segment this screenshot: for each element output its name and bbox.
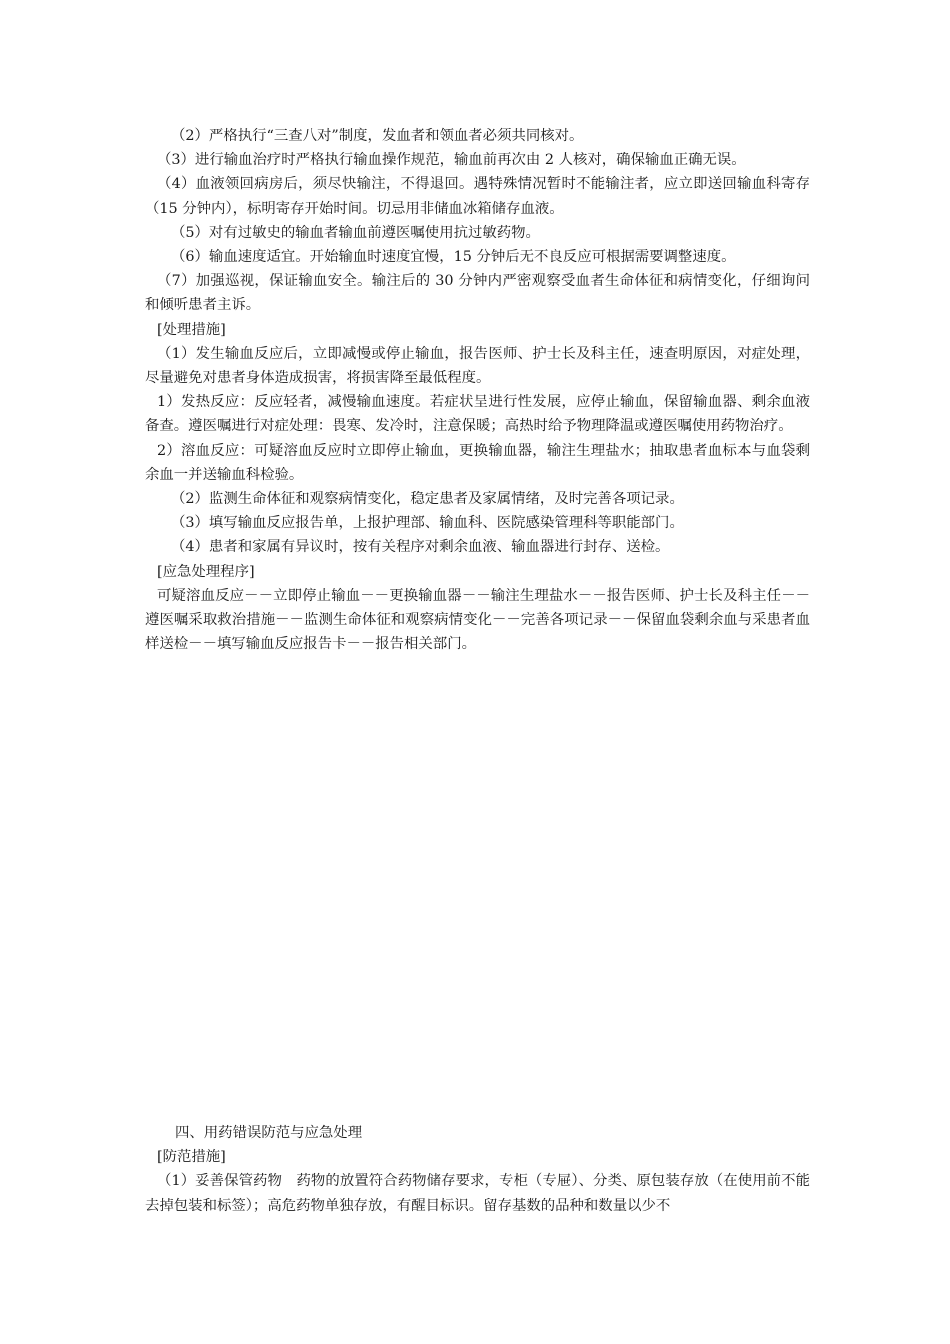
section-label-prevention: [防范措施] — [157, 1149, 226, 1166]
transfusion-section — [145, 124, 810, 656]
paragraph-fever-reaction: 1）发热反应：反应轻者，减慢输血速度。若症状呈进行性发展，应停止输血，保留输血器、剩余血液备查。遵医嘱进行对症处理：畏寒、发冷时，注意保暖；高热时给予物理降温或遵医嘱使用药物治疗。 — [145, 394, 810, 435]
paragraph-treatment-2: （2）监测生命体征和观察病情变化，稳定患者及家属情绪，及时完善各项记录。 — [171, 491, 684, 508]
paragraph-hemolytic-reaction: 2）溶血反应：可疑溶血反应时立即停止输血，更换输血器，输注生理盐水；抽取患者血标本与血袋剩余血一并送输血科检验。 — [145, 442, 810, 483]
paragraph-prevention-5: （5）对有过敏史的输血者输血前遵医嘱使用抗过敏药物。 — [171, 224, 540, 241]
section-label-emergency: [应急处理程序] — [157, 563, 255, 580]
paragraph-prevention-6: （6）输血速度适宜。开始输血时速度宜慢，15 分钟后无不良反应可根据需要调整速度。 — [171, 249, 736, 266]
paragraph-prevention-3: （3）进行输血治疗时严格执行输血操作规范，输血前再次由 2 人核对，确保输血正确无误。 — [157, 152, 746, 169]
paragraph-treatment-1: （1）发生输血反应后，立即减慢或停止输血，报告医师、护士长及科主任，速查明原因，对症处理，尽量避免对患者身体造成损害，将损害降至最低程度。 — [145, 345, 810, 387]
paragraph-prevention-2: （2）严格执行“三查八对”制度，发血者和领血者必须共同核对。 — [171, 128, 584, 144]
section-heading: 四、用药错误防范与应急处理 — [175, 1125, 363, 1141]
paragraph-treatment-4: （4）患者和家属有异议时，按有关程序对剩余血液、输血器进行封存、送检。 — [171, 539, 670, 556]
paragraph-prevention-7: （7）加强巡视，保证输血安全。输注后的 30 分钟内严密观察受血者生命体征和病情变化，仔细询问和倾听患者主诉。 — [145, 273, 810, 314]
paragraph-medication-1: （1）妥善保管药物 药物的放置符合药物储存要求，专柜（专屉）、分类、原包装存放（在使用前不能去掉包装和标签）；高危药物单独存放，有醒目标识。留存基数的品种和数量以少不 — [145, 1173, 810, 1214]
paragraph-treatment-3: （3）填写输血反应报告单，上报护理部、输血科、医院感染管理科等职能部门。 — [171, 515, 684, 532]
paragraph-emergency-procedure: 可疑溶血反应－－立即停止输血－－更换输血器－－输注生理盐水－－报告医师、护士长及科主任－－遵医嘱采取救治措施－－监测生命体征和观察病情变化－－完善各项记录－－保留血袋剩余血与采患者血样送检－－填写输血反应报告卡－－报告相关部门。 — [145, 587, 810, 653]
paragraph-prevention-4: （4）血液领回病房后，须尽快输注，不得退回。遇特殊情况暂时不能输注者，应立即送回输血科寄存（15 分钟内），标明寄存开始时间。切忌用非储血冰箱储存血液。 — [145, 176, 810, 217]
section-label-treatment: [处理措施] — [157, 321, 226, 338]
medication-error-section — [145, 1121, 810, 1218]
